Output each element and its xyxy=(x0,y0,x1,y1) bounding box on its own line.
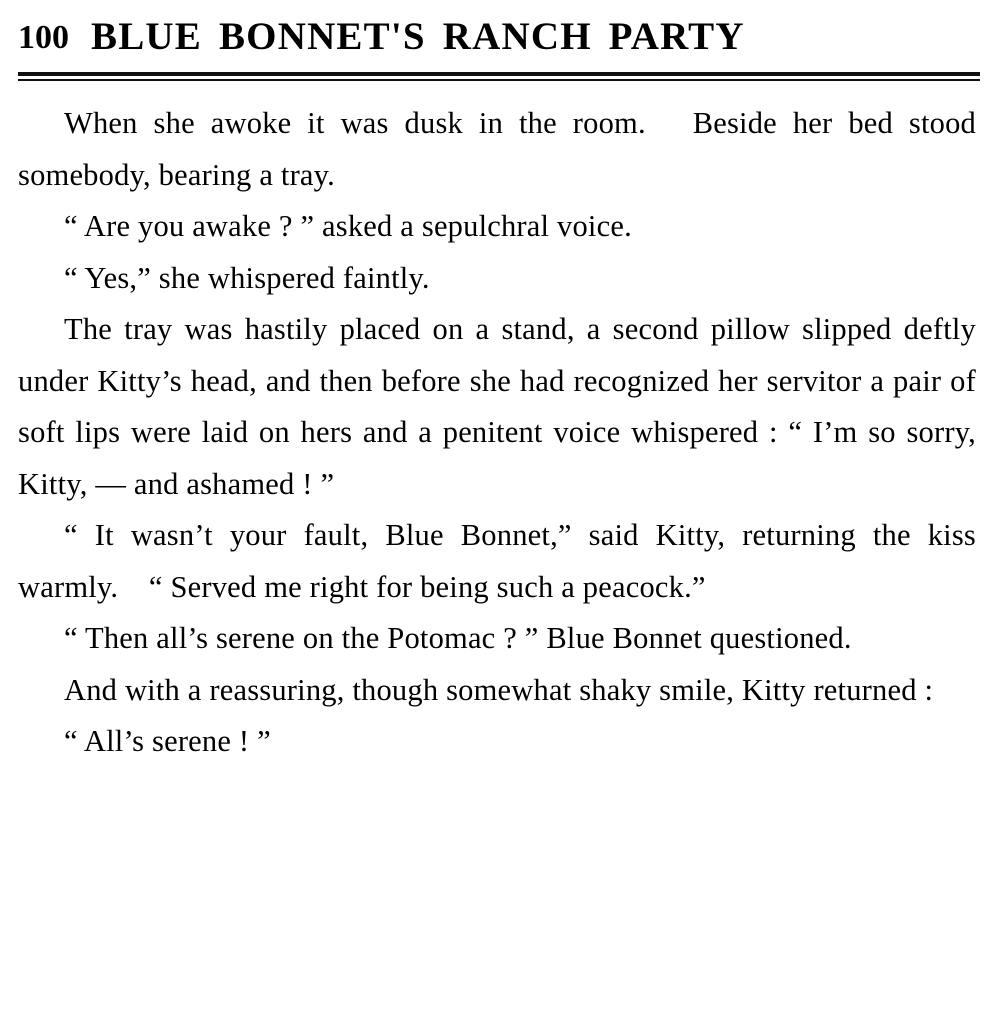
paragraph: “ All’s serene ! ” xyxy=(64,724,271,758)
header-rule-thin xyxy=(18,79,980,81)
paragraph: The tray was hastily placed on a stand, a second pillow slipped deftly under Kitty’s head, and then before she had recognized her servitor a pair of soft lips were laid on hers and a penitent voice whispered : “ I’m so sorry, Kitty, — and ashamed ! ” xyxy=(18,312,976,501)
page-number: 100 xyxy=(18,19,69,56)
paragraph: When she awoke it was dusk in the room. Beside her bed stood somebody, bearing a tray. xyxy=(18,106,976,192)
paragraph: “ Are you awake ? ” asked a sepulchral voice. xyxy=(64,209,632,243)
header-rule xyxy=(18,72,980,81)
body-text xyxy=(18,98,976,768)
paragraph: “ Yes,” she whispered faintly. xyxy=(64,260,430,295)
page-title: BLUE BONNET'S RANCH PARTY xyxy=(91,15,745,58)
paragraph: “ It wasn’t your fault, Blue Bonnet,” said Kitty, returning the kiss warmly. “ Served me right for being such a peacock.” xyxy=(18,518,976,604)
running-head xyxy=(18,14,982,59)
paragraph: And with a reassuring, though somewhat shaky smile, Kitty returned : xyxy=(64,672,934,707)
paragraph: “ Then all’s serene on the Potomac ? ” Blue Bonnet questioned. xyxy=(64,621,852,655)
